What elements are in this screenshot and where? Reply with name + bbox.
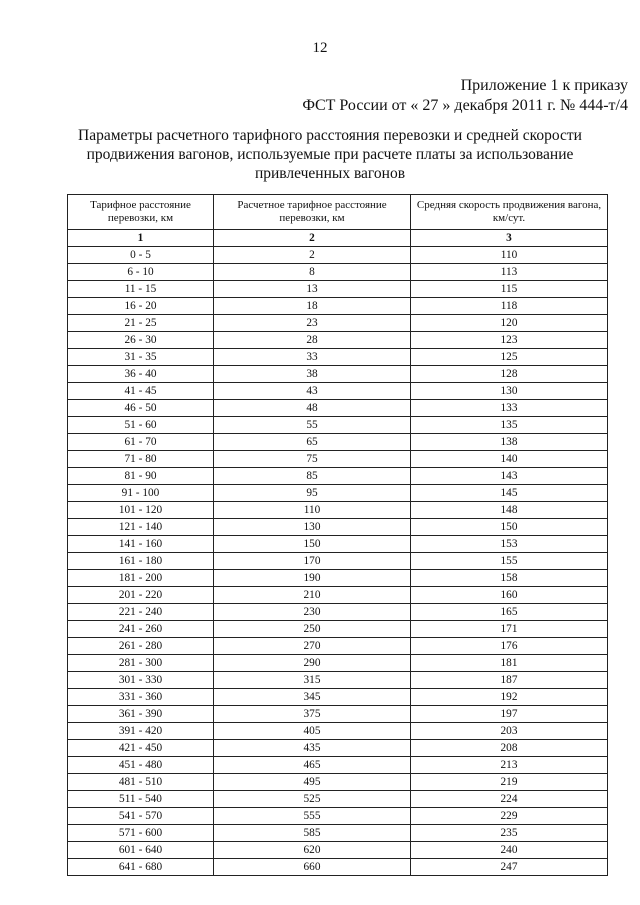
table-row [68, 434, 608, 451]
table-row [68, 332, 608, 349]
cell-tariff-distance: 241 - 260 [68, 621, 214, 638]
table-row [68, 859, 608, 876]
table-row [68, 808, 608, 825]
cell-calc-distance: 405 [214, 723, 411, 740]
cell-average-speed: 140 [411, 451, 608, 468]
cell-average-speed: 143 [411, 468, 608, 485]
table-row [68, 298, 608, 315]
column-number-1: 1 [68, 230, 214, 247]
table-row [68, 468, 608, 485]
cell-average-speed: 158 [411, 570, 608, 587]
cell-average-speed: 148 [411, 502, 608, 519]
column-number-2: 2 [214, 230, 411, 247]
cell-calc-distance: 150 [214, 536, 411, 553]
table-row [68, 349, 608, 366]
cell-average-speed: 133 [411, 400, 608, 417]
cell-average-speed: 187 [411, 672, 608, 689]
cell-calc-distance: 250 [214, 621, 411, 638]
cell-average-speed: 192 [411, 689, 608, 706]
cell-average-speed: 135 [411, 417, 608, 434]
cell-calc-distance: 8 [214, 264, 411, 281]
cell-tariff-distance: 121 - 140 [68, 519, 214, 536]
cell-calc-distance: 130 [214, 519, 411, 536]
cell-average-speed: 197 [411, 706, 608, 723]
cell-average-speed: 160 [411, 587, 608, 604]
cell-calc-distance: 65 [214, 434, 411, 451]
appendix-line-1: Приложение 1 к приказу [460, 77, 628, 94]
table-row [68, 485, 608, 502]
cell-tariff-distance: 201 - 220 [68, 587, 214, 604]
cell-calc-distance: 170 [214, 553, 411, 570]
header-calc-distance: Расчетное тарифное расстояние перевозки, км [214, 195, 411, 230]
column-number-3: 3 [411, 230, 608, 247]
cell-tariff-distance: 281 - 300 [68, 655, 214, 672]
table-row [68, 281, 608, 298]
cell-average-speed: 150 [411, 519, 608, 536]
cell-calc-distance: 495 [214, 774, 411, 791]
table-row [68, 655, 608, 672]
cell-tariff-distance: 391 - 420 [68, 723, 214, 740]
table-row [68, 706, 608, 723]
cell-average-speed: 130 [411, 383, 608, 400]
cell-average-speed: 155 [411, 553, 608, 570]
table-row [68, 825, 608, 842]
appendix-line-2: ФСТ России от « 27 » декабря 2011 г. № 444-т/4 [302, 97, 628, 114]
cell-tariff-distance: 46 - 50 [68, 400, 214, 417]
cell-calc-distance: 110 [214, 502, 411, 519]
table-row [68, 774, 608, 791]
cell-average-speed: 115 [411, 281, 608, 298]
cell-average-speed: 176 [411, 638, 608, 655]
cell-calc-distance: 525 [214, 791, 411, 808]
cell-calc-distance: 18 [214, 298, 411, 315]
cell-tariff-distance: 451 - 480 [68, 757, 214, 774]
table-row [68, 400, 608, 417]
cell-average-speed: 229 [411, 808, 608, 825]
tariff-table [67, 194, 608, 876]
cell-average-speed: 203 [411, 723, 608, 740]
cell-calc-distance: 48 [214, 400, 411, 417]
table-row [68, 417, 608, 434]
table-header-row [68, 195, 608, 230]
cell-tariff-distance: 331 - 360 [68, 689, 214, 706]
table-row [68, 519, 608, 536]
cell-average-speed: 123 [411, 332, 608, 349]
cell-average-speed: 224 [411, 791, 608, 808]
cell-average-speed: 208 [411, 740, 608, 757]
table-row [68, 757, 608, 774]
cell-average-speed: 120 [411, 315, 608, 332]
cell-tariff-distance: 261 - 280 [68, 638, 214, 655]
table-row [68, 638, 608, 655]
cell-calc-distance: 435 [214, 740, 411, 757]
cell-tariff-distance: 71 - 80 [68, 451, 214, 468]
cell-tariff-distance: 511 - 540 [68, 791, 214, 808]
cell-tariff-distance: 61 - 70 [68, 434, 214, 451]
table-row [68, 247, 608, 264]
cell-average-speed: 213 [411, 757, 608, 774]
page-number: 12 [312, 40, 328, 56]
cell-tariff-distance: 36 - 40 [68, 366, 214, 383]
cell-calc-distance: 230 [214, 604, 411, 621]
cell-average-speed: 113 [411, 264, 608, 281]
cell-calc-distance: 38 [214, 366, 411, 383]
table-row [68, 383, 608, 400]
cell-tariff-distance: 541 - 570 [68, 808, 214, 825]
cell-average-speed: 171 [411, 621, 608, 638]
cell-calc-distance: 555 [214, 808, 411, 825]
cell-tariff-distance: 16 - 20 [68, 298, 214, 315]
cell-average-speed: 145 [411, 485, 608, 502]
cell-average-speed: 153 [411, 536, 608, 553]
document-title: Параметры расчетного тарифного расстояния перевозки и средней скорости продвижения вагонов, используемые при расчете платы за использование привлеченных вагонов [78, 127, 582, 182]
cell-tariff-distance: 181 - 200 [68, 570, 214, 587]
table-row [68, 723, 608, 740]
cell-tariff-distance: 0 - 5 [68, 247, 214, 264]
table-row [68, 553, 608, 570]
cell-tariff-distance: 361 - 390 [68, 706, 214, 723]
cell-calc-distance: 75 [214, 451, 411, 468]
cell-tariff-distance: 91 - 100 [68, 485, 214, 502]
cell-calc-distance: 315 [214, 672, 411, 689]
cell-average-speed: 235 [411, 825, 608, 842]
cell-calc-distance: 23 [214, 315, 411, 332]
cell-calc-distance: 190 [214, 570, 411, 587]
cell-calc-distance: 465 [214, 757, 411, 774]
table-row [68, 791, 608, 808]
cell-calc-distance: 33 [214, 349, 411, 366]
cell-tariff-distance: 481 - 510 [68, 774, 214, 791]
table-row [68, 315, 608, 332]
cell-tariff-distance: 571 - 600 [68, 825, 214, 842]
table-row [68, 672, 608, 689]
cell-tariff-distance: 6 - 10 [68, 264, 214, 281]
cell-calc-distance: 585 [214, 825, 411, 842]
appendix-reference [302, 76, 628, 116]
cell-average-speed: 247 [411, 859, 608, 876]
table-row [68, 536, 608, 553]
cell-tariff-distance: 161 - 180 [68, 553, 214, 570]
table-row [68, 587, 608, 604]
cell-average-speed: 138 [411, 434, 608, 451]
table-row [68, 604, 608, 621]
table-row [68, 502, 608, 519]
cell-average-speed: 128 [411, 366, 608, 383]
header-average-speed: Средняя скорость продвижения вагона, км/сут. [411, 195, 608, 230]
cell-tariff-distance: 11 - 15 [68, 281, 214, 298]
cell-calc-distance: 345 [214, 689, 411, 706]
cell-calc-distance: 55 [214, 417, 411, 434]
cell-tariff-distance: 41 - 45 [68, 383, 214, 400]
cell-tariff-distance: 221 - 240 [68, 604, 214, 621]
table-row [68, 570, 608, 587]
cell-calc-distance: 43 [214, 383, 411, 400]
cell-tariff-distance: 21 - 25 [68, 315, 214, 332]
table-row [68, 740, 608, 757]
cell-tariff-distance: 51 - 60 [68, 417, 214, 434]
cell-tariff-distance: 301 - 330 [68, 672, 214, 689]
cell-tariff-distance: 641 - 680 [68, 859, 214, 876]
cell-tariff-distance: 141 - 160 [68, 536, 214, 553]
cell-tariff-distance: 101 - 120 [68, 502, 214, 519]
cell-calc-distance: 2 [214, 247, 411, 264]
cell-calc-distance: 270 [214, 638, 411, 655]
table-row [68, 689, 608, 706]
cell-calc-distance: 95 [214, 485, 411, 502]
cell-calc-distance: 290 [214, 655, 411, 672]
cell-calc-distance: 210 [214, 587, 411, 604]
cell-calc-distance: 28 [214, 332, 411, 349]
cell-average-speed: 125 [411, 349, 608, 366]
cell-calc-distance: 85 [214, 468, 411, 485]
table-row [68, 366, 608, 383]
cell-tariff-distance: 601 - 640 [68, 842, 214, 859]
cell-average-speed: 110 [411, 247, 608, 264]
cell-tariff-distance: 81 - 90 [68, 468, 214, 485]
cell-tariff-distance: 26 - 30 [68, 332, 214, 349]
cell-average-speed: 118 [411, 298, 608, 315]
cell-calc-distance: 13 [214, 281, 411, 298]
table-body [68, 247, 608, 876]
table-row [68, 451, 608, 468]
table-row [68, 264, 608, 281]
cell-tariff-distance: 31 - 35 [68, 349, 214, 366]
cell-average-speed: 219 [411, 774, 608, 791]
cell-average-speed: 181 [411, 655, 608, 672]
cell-calc-distance: 375 [214, 706, 411, 723]
header-tariff-distance: Тарифное расстояние перевозки, км [68, 195, 214, 230]
column-number-row [68, 230, 608, 247]
cell-average-speed: 240 [411, 842, 608, 859]
cell-calc-distance: 660 [214, 859, 411, 876]
cell-calc-distance: 620 [214, 842, 411, 859]
table-row [68, 842, 608, 859]
cell-average-speed: 165 [411, 604, 608, 621]
table-row [68, 621, 608, 638]
cell-tariff-distance: 421 - 450 [68, 740, 214, 757]
